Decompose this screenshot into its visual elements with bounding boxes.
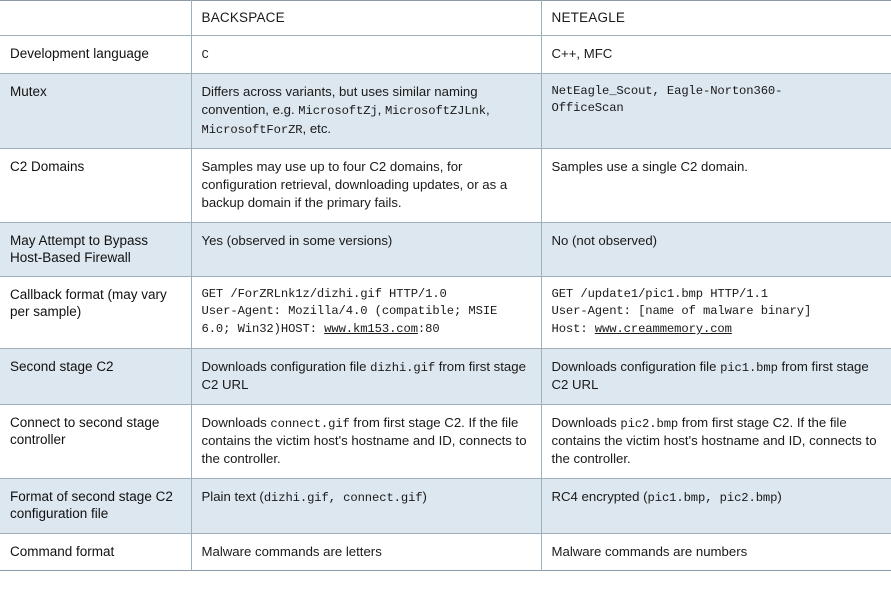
cell-text: , etc. <box>302 120 332 136</box>
cell-text: Downloads <box>201 414 271 430</box>
cell-text: from first stage C2. If the file contains the victim host's hostname and ID, connects to the controller. <box>201 414 527 467</box>
cell-code: dizhi.gif <box>370 360 436 375</box>
cell-neteagle <box>541 74 891 149</box>
cell-neteagle: Samples use a single C2 domain. <box>541 149 891 222</box>
cell-text: , <box>485 102 490 118</box>
row-label: Mutex <box>0 74 191 149</box>
cell-text: C <box>201 48 209 62</box>
cell-code: MicrosoftZJLnk <box>384 104 486 119</box>
cell-neteagle <box>541 404 891 478</box>
cell-text: Downloads configuration file <box>551 358 721 374</box>
column-header-blank <box>0 1 191 36</box>
row-label: Connect to second stage controller <box>0 404 191 478</box>
cell-text: ) <box>777 488 782 504</box>
table-row <box>0 533 891 571</box>
cell-backspace <box>191 404 541 478</box>
cell-neteagle: Malware commands are numbers <box>541 533 891 571</box>
cell-code: pic1.bmp <box>720 360 778 375</box>
cell-code: :80 <box>417 322 440 337</box>
cell-backspace: Samples may use up to four C2 domains, for configuration retrieval, downloading updates, or as a backup domain if the primary fails. <box>191 149 541 222</box>
cell-text: from first stage C2 URL <box>551 358 869 393</box>
cell-text: RC4 encrypted ( <box>551 488 648 504</box>
table-row <box>0 348 891 404</box>
cell-code: GET /ForZRLnk1z/dizhi.gif HTTP/1.0 <box>201 287 447 302</box>
cell-code: dizhi.gif, connect.gif <box>263 490 423 505</box>
cell-neteagle: No (not observed) <box>541 222 891 277</box>
table-row <box>0 277 891 348</box>
cell-code: User-Agent: [name of malware binary] <box>551 303 812 318</box>
cell-code: pic1.bmp, pic2.bmp <box>647 490 778 505</box>
cell-code: User-Agent: Mozilla/4.0 (compatible; MSIE <box>201 303 498 318</box>
cell-code: NetEagle_Scout, Eagle-Norton360- <box>551 84 783 99</box>
row-label: Format of second stage C2 configuration file <box>0 478 191 533</box>
cell-neteagle <box>541 348 891 404</box>
row-label: Development language <box>0 36 191 74</box>
table-row <box>0 149 891 222</box>
cell-backspace <box>191 36 541 74</box>
row-label: Callback format (may vary per sample) <box>0 277 191 348</box>
cell-text: ) <box>422 488 427 504</box>
cell-code: Host: <box>551 322 595 337</box>
cell-code: MicrosoftZj <box>298 104 378 119</box>
cell-code: 6.0; Win32)HOST: <box>201 322 325 337</box>
cell-code: OfficeScan <box>551 100 624 115</box>
cell-neteagle <box>541 36 891 74</box>
row-label: Command format <box>0 533 191 571</box>
row-label: Second stage C2 <box>0 348 191 404</box>
table-row <box>0 404 891 478</box>
cell-text: from first stage C2 URL <box>201 358 526 393</box>
cell-text: C++, MFC <box>551 46 613 61</box>
row-label: May Attempt to Bypass Host-Based Firewall <box>0 222 191 277</box>
cell-code: MicrosoftForZR <box>201 122 303 137</box>
cell-link[interactable]: www.km153.com <box>324 322 418 337</box>
table-header-row <box>0 1 891 36</box>
cell-code: GET /update1/pic1.bmp HTTP/1.1 <box>551 287 768 302</box>
cell-backspace: Malware commands are letters <box>191 533 541 571</box>
cell-text: from first stage C2. If the file contains the victim host's hostname and ID, connects to the controller. <box>551 414 877 467</box>
cell-code: pic2.bmp <box>620 416 679 431</box>
cell-text: Downloads configuration file <box>201 358 371 374</box>
column-header-neteagle: NETEAGLE <box>541 1 891 36</box>
cell-backspace <box>191 348 541 404</box>
cell-backspace <box>191 478 541 533</box>
cell-link[interactable]: www.creammemory.com <box>594 322 732 337</box>
row-label: C2 Domains <box>0 149 191 222</box>
cell-backspace <box>191 277 541 348</box>
table-row <box>0 478 891 533</box>
table-row <box>0 74 891 149</box>
cell-text: Differs across variants, but uses similar naming <box>201 84 478 100</box>
cell-code: connect.gif <box>270 416 350 431</box>
cell-text: Downloads <box>551 414 621 430</box>
cell-neteagle <box>541 478 891 533</box>
cell-backspace <box>191 74 541 149</box>
cell-text: convention, e.g. <box>201 102 299 118</box>
cell-backspace: Yes (observed in some versions) <box>191 222 541 277</box>
table-row <box>0 36 891 74</box>
cell-text: Plain text ( <box>201 488 264 504</box>
cell-text: , <box>377 102 385 118</box>
cell-neteagle <box>541 277 891 348</box>
table-row <box>0 222 891 277</box>
column-header-backspace: BACKSPACE <box>191 1 541 36</box>
